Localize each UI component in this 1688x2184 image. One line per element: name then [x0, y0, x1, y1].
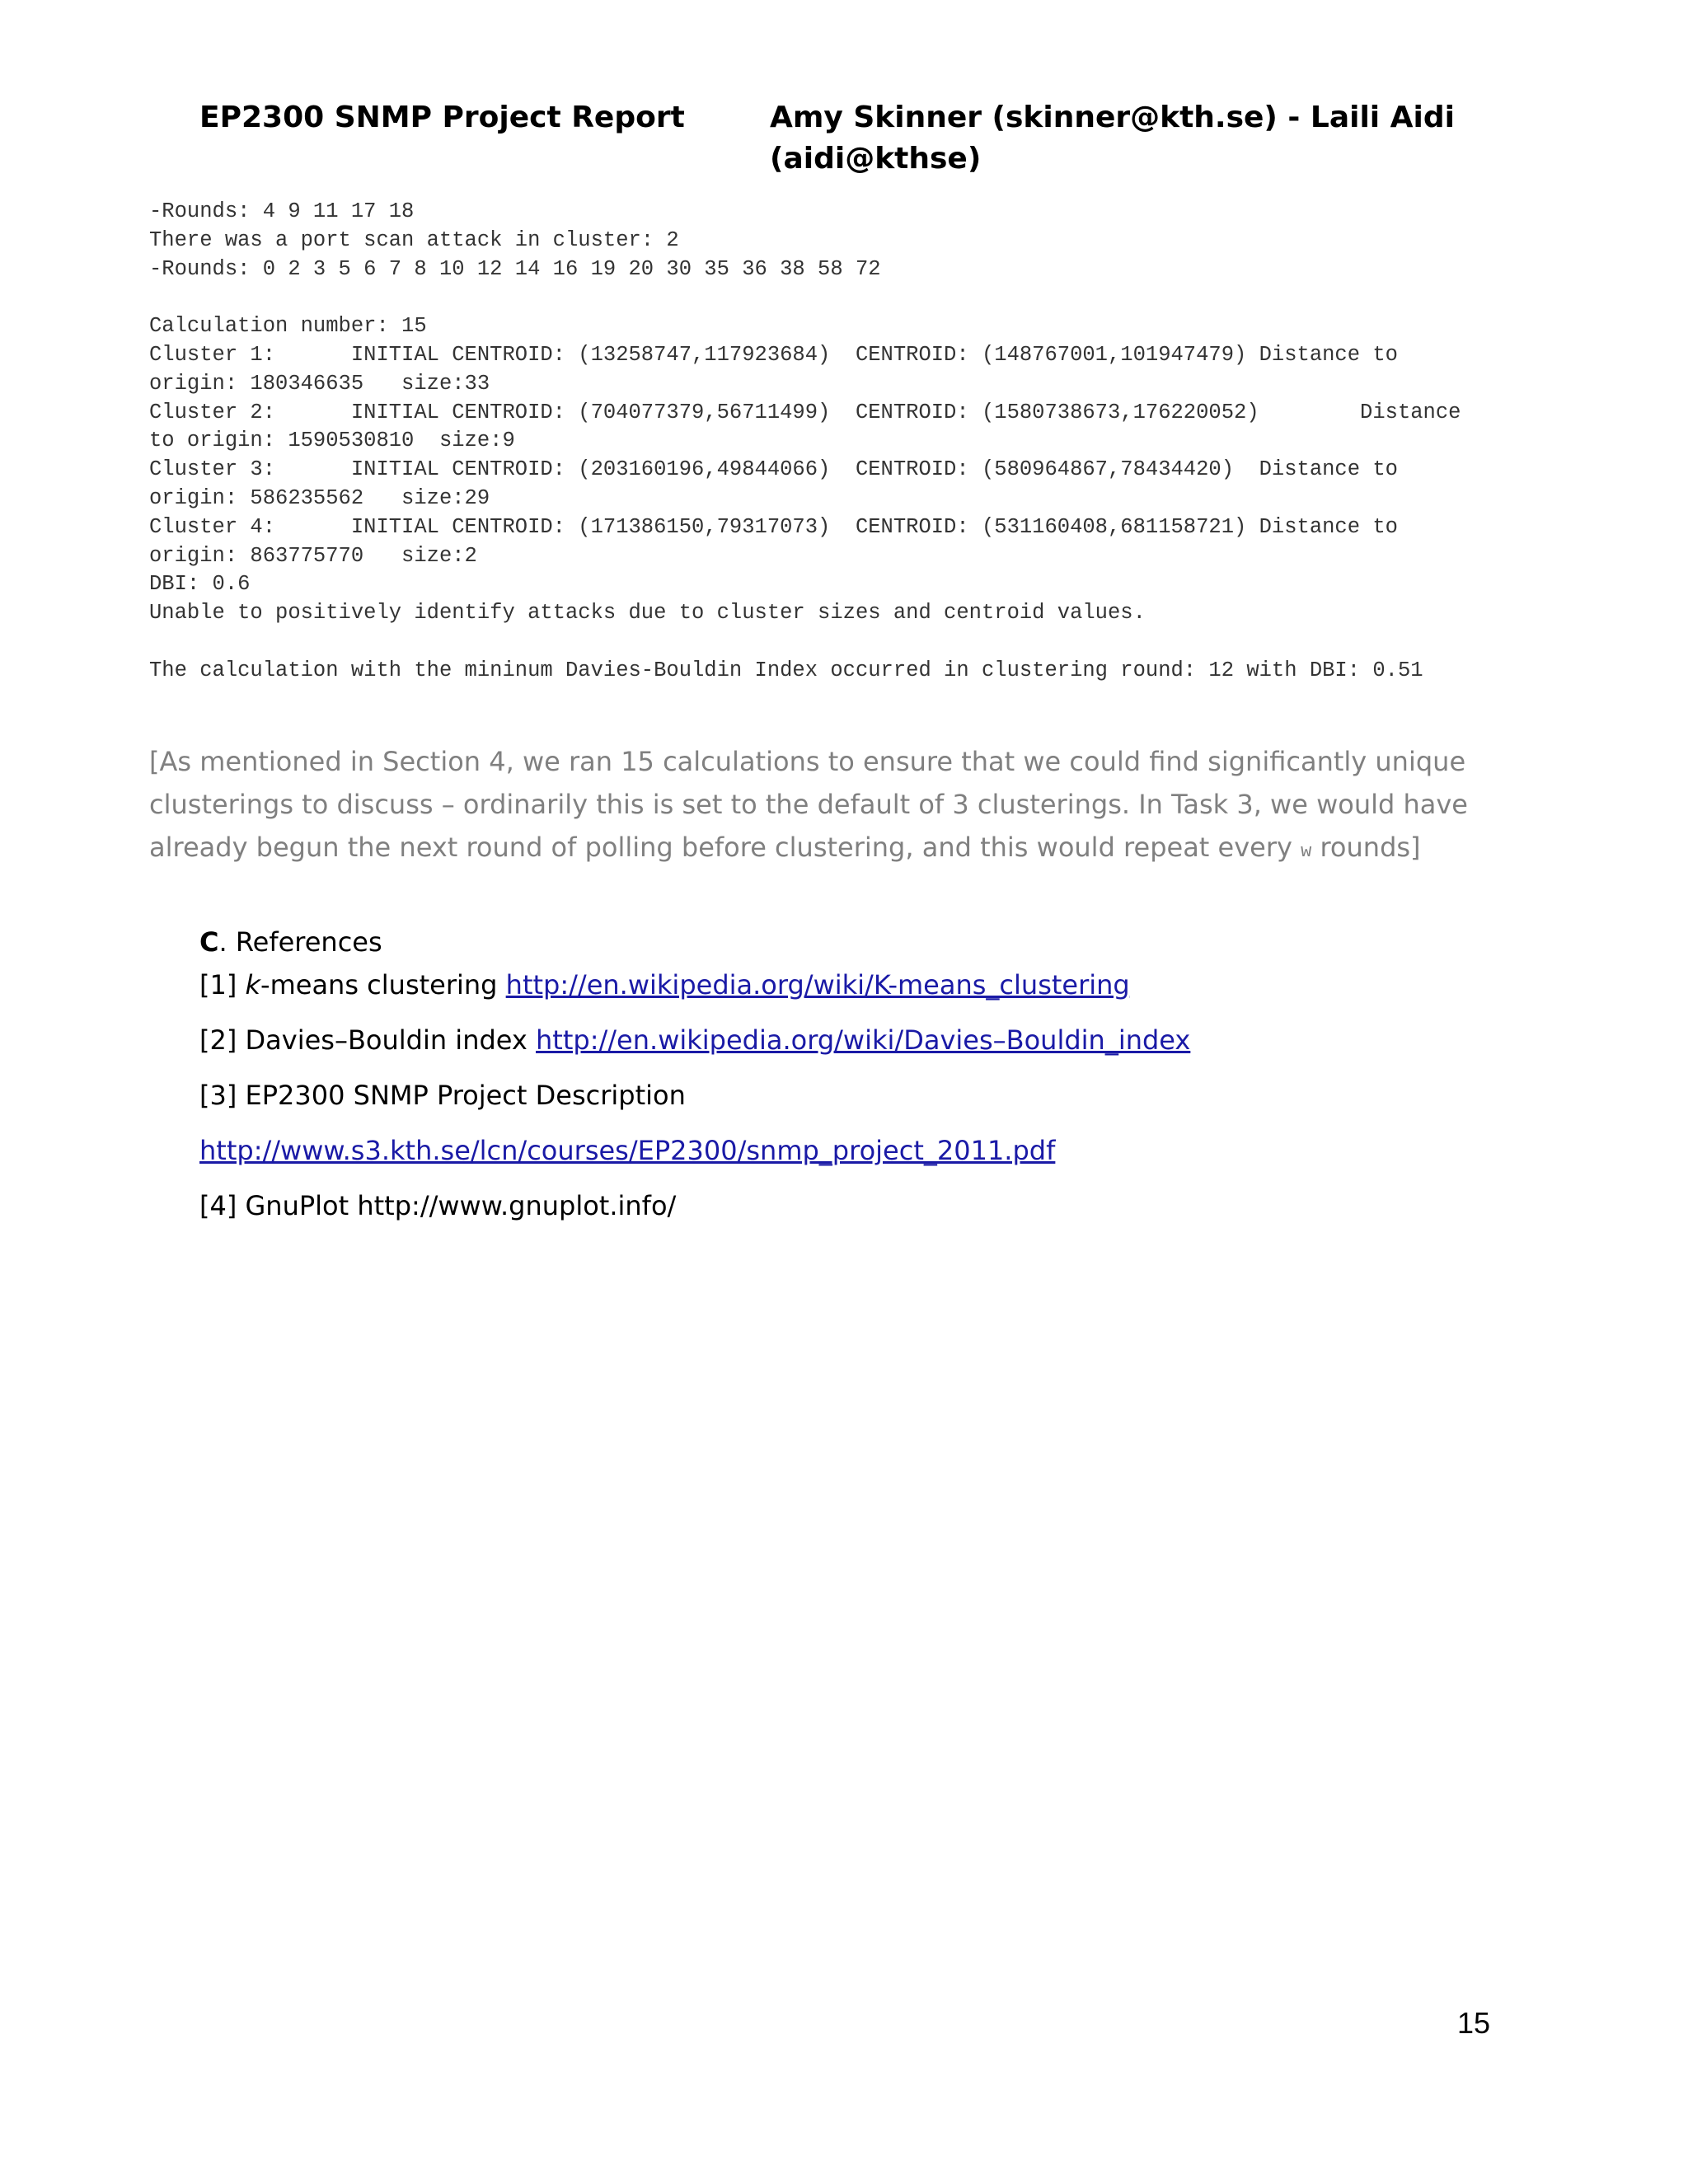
- note-variable-w: w: [1301, 841, 1312, 862]
- output-line: Cluster 4: INITIAL CENTROID: (171386150,79317073) CENTROID: (531160408,681158721) Distance to: [149, 514, 1398, 539]
- program-output: [149, 198, 1534, 686]
- reference-italic: k: [245, 969, 261, 1001]
- bracketed-note: [149, 740, 1550, 874]
- reference-3: [3] EP2300 SNMP Project Description: [199, 1080, 686, 1111]
- reference-3-link[interactable]: http://www.s3.kth.se/lcn/courses/EP2300/snmp_project_2011.pdf: [199, 1135, 1056, 1166]
- output-line: -Rounds: 0 2 3 5 6 7 8 10 12 14 16 19 20 30 35 36 38 58 72: [149, 256, 881, 281]
- output-line: origin: 180346635 size:33: [149, 371, 490, 396]
- reference-1-link[interactable]: http://en.wikipedia.org/wiki/K-means_clustering: [505, 969, 1130, 1001]
- reference-text: -means clustering: [260, 969, 506, 1001]
- output-line: There was a port scan attack in cluster: 2: [149, 227, 679, 252]
- output-line: Calculation number: 15: [149, 314, 427, 339]
- reference-2-link[interactable]: http://en.wikipedia.org/wiki/Davies–Bouldin_index: [536, 1024, 1191, 1056]
- reference-text: [2] Davies–Bouldin index: [199, 1024, 537, 1056]
- report-authors: Amy Skinner (skinner@kth.se) - Laili Aidi (aidi@kthse): [770, 101, 1455, 176]
- output-line: [149, 628, 1534, 657]
- output-line: -Rounds: 4 9 11 17 18: [149, 199, 415, 223]
- output-line: Cluster 2: INITIAL CENTROID: (704077379,56711499) CENTROID: (1580738673,176220052) Distance: [149, 400, 1461, 424]
- report-title: EP2300 SNMP Project Report: [199, 101, 685, 134]
- references-heading: [199, 926, 382, 958]
- output-line: The calculation with the mininum Davies-Bouldin Index occurred in clustering round: 12 with DBI: 0.51: [149, 658, 1423, 682]
- note-text: [As mentioned in Section 4, we ran 15 calculations to ensure that we could find significantly unique clusterings to discuss – ordinarily this is set to the default of 3 clusterings. In Task 3, we would have already begun the next round of polling before clustering, and this would repeat every: [149, 746, 1468, 863]
- reference-4: [4] GnuPlot http://www.gnuplot.info/: [199, 1190, 677, 1221]
- section-title: . References: [218, 926, 382, 958]
- reference-1: [199, 969, 1130, 1001]
- section-letter: C: [199, 926, 219, 958]
- output-line: origin: 586235562 size:29: [149, 485, 490, 510]
- reference-3-link-line: [199, 1135, 1055, 1166]
- reference-number: [1]: [199, 969, 246, 1001]
- note-text-end: rounds]: [1311, 832, 1421, 863]
- output-line: to origin: 1590530810 size:9: [149, 429, 515, 453]
- output-line: DBI: 0.6: [149, 572, 251, 597]
- output-line: Unable to positively identify attacks due to cluster sizes and centroid values.: [149, 601, 1146, 626]
- reference-2: [199, 1024, 1190, 1056]
- page-number: 15: [1457, 2006, 1491, 2040]
- output-line: Cluster 1: INITIAL CENTROID: (13258747,117923684) CENTROID: (148767001,101947479) Distance to: [149, 342, 1398, 367]
- output-line: [149, 284, 1534, 312]
- output-line: origin: 863775770 size:2: [149, 543, 477, 568]
- output-line: Cluster 3: INITIAL CENTROID: (203160196,49844066) CENTROID: (580964867,78434420) Distance to: [149, 457, 1398, 482]
